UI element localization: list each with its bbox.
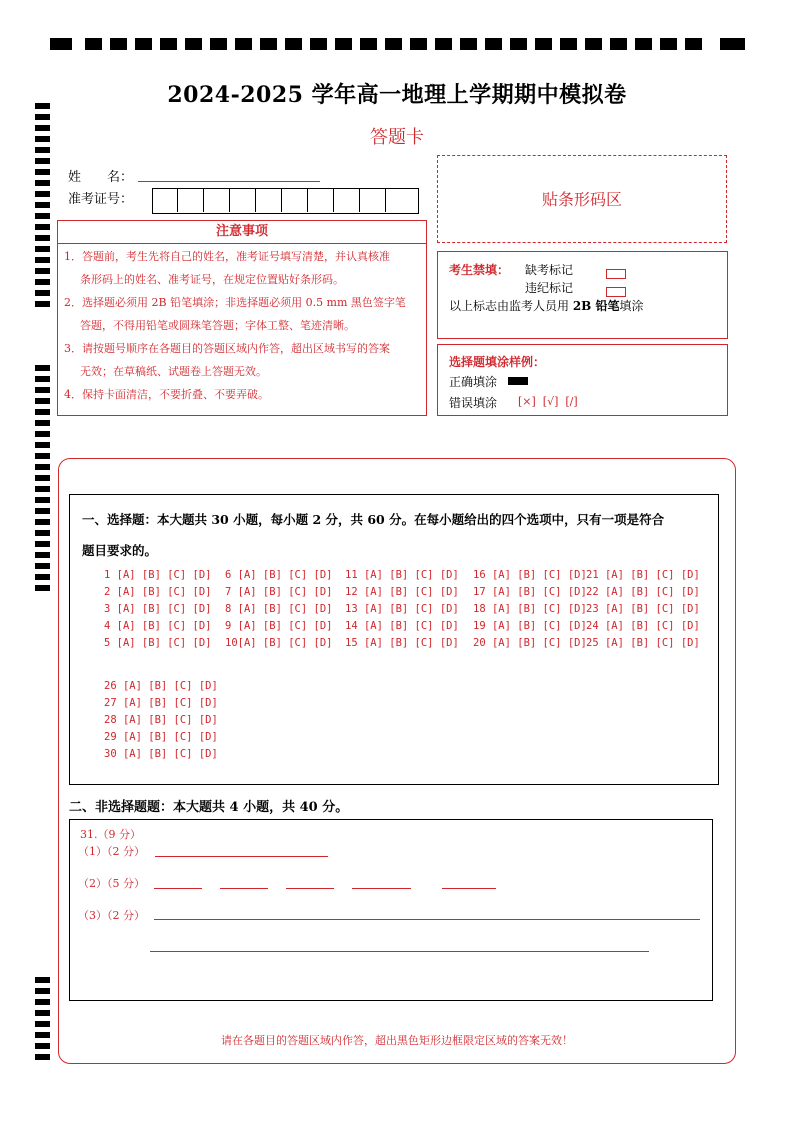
fill-example-heading: 选择题填涂样例： <box>449 355 546 369</box>
question-choice[interactable]: 11 [A] [B] [C] [D] <box>345 569 459 581</box>
absent-mark-box <box>606 263 626 282</box>
question-choice[interactable]: 16 [A] [B] [C] [D] <box>473 569 587 581</box>
question-choice[interactable]: 22 [A] [B] [C] [D] <box>586 586 700 598</box>
answer-line[interactable] <box>154 919 700 920</box>
question-choice[interactable]: 9 [A] [B] [C] [D] <box>225 620 333 632</box>
question-31-label: 31.（9 分） <box>80 828 141 841</box>
name-input-line[interactable] <box>138 181 320 182</box>
section1-instructions-cont: 题目要求的。 <box>82 543 158 558</box>
exam-title: 2024-2025 学年高一地理上学期期中模拟卷 <box>167 82 627 108</box>
absent-mark-label: 缺考标记 <box>525 263 574 277</box>
notice-item: 无效；在草稿纸、试题卷上答题无效。 <box>80 365 267 378</box>
exam-number-cell[interactable] <box>257 188 282 212</box>
question-choice[interactable]: 19 [A] [B] [C] [D] <box>473 620 587 632</box>
fill-example-box <box>437 344 728 416</box>
exam-number-cell[interactable] <box>309 188 334 212</box>
examiner-only-box <box>437 251 728 339</box>
notice-item: 2．选择题必须用 2B 铅笔填涂；非选择题必须用 0.5 mm 黑色签字笔 <box>64 296 406 309</box>
question-31-box <box>69 819 713 1001</box>
correct-fill-label: 正确填涂 <box>449 375 498 389</box>
notice-item: 4．保持卡面清洁，不要折叠、不要弄破。 <box>64 388 269 401</box>
section1-instructions: 一、选择题：本大题共 30 小题，每小题 2 分，共 60 分。在每小题给出的四个选项中，只有一项是符合 <box>82 512 665 527</box>
question-choice[interactable]: 1 [A] [B] [C] [D] <box>104 569 212 581</box>
question-choice[interactable]: 12 [A] [B] [C] [D] <box>345 586 459 598</box>
exam-number-cell[interactable] <box>153 188 178 212</box>
examiner-only-label: 考生禁填： <box>449 263 510 277</box>
question-choice[interactable]: 27 [A] [B] [C] [D] <box>104 697 218 709</box>
question-choice[interactable]: 10[A] [B] [C] [D] <box>225 637 333 649</box>
question-31-part1-label: （1）（2 分） <box>78 845 145 858</box>
answer-line[interactable] <box>442 888 496 889</box>
answer-sheet-title: 答题卡 <box>370 127 424 148</box>
answer-line[interactable] <box>220 888 268 889</box>
wrong-fill-label: 错误填涂 <box>449 396 498 410</box>
violation-mark-label: 违纪标记 <box>525 281 574 295</box>
exam-number-cell[interactable] <box>361 188 386 212</box>
question-choice[interactable]: 8 [A] [B] [C] [D] <box>225 603 333 615</box>
exam-number-cell[interactable] <box>205 188 230 212</box>
notice-item: 答题，不得用铅笔或圆珠笔答题；字体工整、笔迹清晰。 <box>80 319 355 332</box>
name-label: 姓 名： <box>68 170 134 185</box>
question-choice[interactable]: 2 [A] [B] [C] [D] <box>104 586 212 598</box>
barcode-area-label: 贴条形码区 <box>541 190 622 209</box>
examiner-note: 以上标志由监考人员用 2B 铅笔填涂 <box>449 299 644 313</box>
notice-item: 3．请按题号顺序在各题目的答题区域内作答，超出区域书写的答案 <box>64 342 390 355</box>
question-choice[interactable]: 18 [A] [B] [C] [D] <box>473 603 587 615</box>
answer-line[interactable] <box>154 888 202 889</box>
answer-line[interactable] <box>155 856 328 857</box>
footer-warning: 请在各题目的答题区域内作答，超出黑色矩形边框限定区域的答案无效！ <box>221 1034 573 1047</box>
exam-number-cell[interactable] <box>179 188 204 212</box>
wrong-fill-samples: [×] [√] [/] <box>518 395 578 408</box>
question-choice[interactable]: 28 [A] [B] [C] [D] <box>104 714 218 726</box>
notice-item: 1．答题前，考生先将自己的姓名，准考证号填写清楚，并认真核准 <box>64 250 390 263</box>
question-choice[interactable]: 3 [A] [B] [C] [D] <box>104 603 212 615</box>
question-choice[interactable]: 5 [A] [B] [C] [D] <box>104 637 212 649</box>
question-choice[interactable]: 26 [A] [B] [C] [D] <box>104 680 218 692</box>
exam-number-label: 准考证号： <box>68 192 134 207</box>
notice-item: 条形码上的姓名、准考证号，在规定位置贴好条形码。 <box>80 273 344 286</box>
question-31-part2-label: （2）（5 分） <box>78 877 145 890</box>
question-choice[interactable]: 29 [A] [B] [C] [D] <box>104 731 218 743</box>
notice-heading: 注意事项 <box>58 221 426 244</box>
question-choice[interactable]: 24 [A] [B] [C] [D] <box>586 620 700 632</box>
question-choice[interactable]: 14 [A] [B] [C] [D] <box>345 620 459 632</box>
notice-box <box>57 220 427 416</box>
question-31-part3-label: （3）（2 分） <box>78 909 145 922</box>
barcode-area <box>437 155 727 243</box>
question-choice[interactable]: 21 [A] [B] [C] [D] <box>586 569 700 581</box>
exam-number-cell[interactable] <box>231 188 256 212</box>
answer-line[interactable] <box>352 888 411 889</box>
question-choice[interactable]: 30 [A] [B] [C] [D] <box>104 748 218 760</box>
exam-number-cell[interactable] <box>335 188 360 212</box>
question-choice[interactable]: 4 [A] [B] [C] [D] <box>104 620 212 632</box>
section2-heading: 二、非选择题题：本大题共 4 小题，共 40 分。 <box>69 800 349 815</box>
exam-number-cell[interactable] <box>283 188 308 212</box>
question-choice[interactable]: 6 [A] [B] [C] [D] <box>225 569 333 581</box>
answer-line[interactable] <box>150 951 649 952</box>
question-choice[interactable]: 17 [A] [B] [C] [D] <box>473 586 587 598</box>
question-choice[interactable]: 25 [A] [B] [C] [D] <box>586 637 700 649</box>
question-choice[interactable]: 7 [A] [B] [C] [D] <box>225 586 333 598</box>
question-choice[interactable]: 15 [A] [B] [C] [D] <box>345 637 459 649</box>
question-choice[interactable]: 23 [A] [B] [C] [D] <box>586 603 700 615</box>
top-timing-marks <box>50 38 745 50</box>
correct-fill-sample <box>508 377 528 385</box>
question-choice[interactable]: 13 [A] [B] [C] [D] <box>345 603 459 615</box>
answer-line[interactable] <box>286 888 334 889</box>
question-choice[interactable]: 20 [A] [B] [C] [D] <box>473 637 587 649</box>
